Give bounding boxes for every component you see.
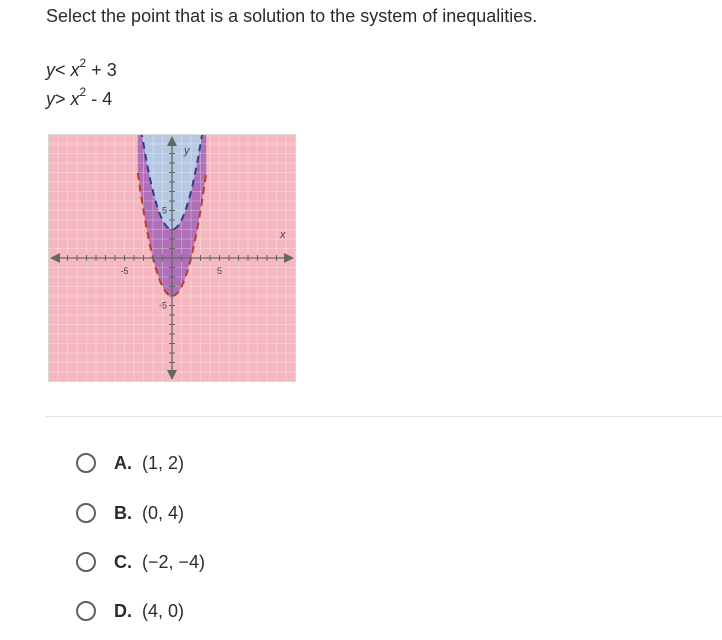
choice-d-text: (4, 0) (142, 600, 185, 621)
tick-label-y-neg: -5 (158, 300, 167, 311)
inequality-graph (48, 134, 296, 382)
choice-b[interactable] (76, 498, 184, 528)
radio-button-a[interactable] (76, 453, 96, 473)
inequality-2-op: > (55, 89, 66, 109)
choice-a-text: (1, 2) (142, 452, 185, 473)
inequality-1-rest: + 3 (86, 60, 117, 80)
inequality-1-var: y (46, 60, 55, 80)
radio-button-d[interactable] (76, 601, 96, 621)
inequality-1-exp: 2 (79, 56, 87, 70)
inequality-2 (46, 87, 112, 110)
choice-c[interactable] (76, 547, 205, 577)
inequality-1-op: < (55, 60, 66, 80)
choice-b-letter: B. (114, 502, 132, 523)
choice-c-text: (−2, −4) (142, 551, 206, 572)
y-axis-label: y (184, 145, 190, 157)
radio-button-b[interactable] (76, 503, 96, 523)
inequality-2-exp: 2 (79, 85, 87, 99)
choice-d[interactable] (76, 596, 184, 626)
tick-label-y-pos: 5 (161, 205, 167, 216)
divider (46, 416, 722, 417)
inequality-2-rest: - 4 (86, 89, 113, 109)
tick-label-x-neg: -5 (120, 266, 129, 276)
choice-a[interactable] (76, 448, 184, 478)
question-prompt: Select the point that is a solution to the system of inequalities. (46, 6, 538, 26)
choice-d-letter: D. (114, 600, 132, 621)
x-axis-label: x (280, 229, 286, 241)
choice-b-text: (0, 4) (142, 502, 185, 523)
inequality-2-base: x (70, 89, 80, 109)
radio-button-c[interactable] (76, 552, 96, 572)
tick-label-x-pos: 5 (216, 266, 223, 276)
inequality-1 (46, 58, 117, 81)
choice-a-letter: A. (114, 452, 132, 473)
choice-c-letter: C. (114, 551, 132, 572)
inequality-2-var: y (46, 89, 55, 109)
inequality-1-base: x (70, 60, 80, 80)
